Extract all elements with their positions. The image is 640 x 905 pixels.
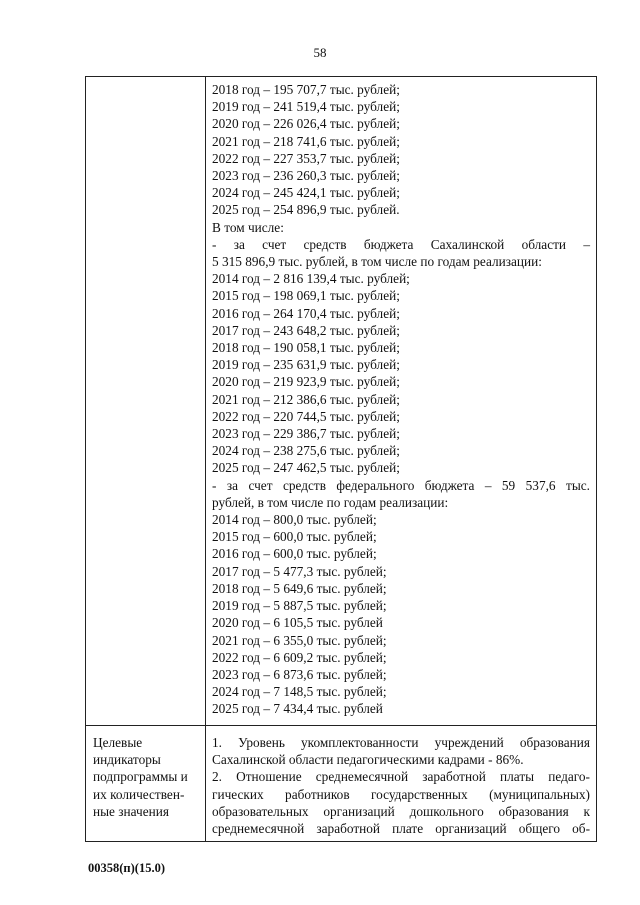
text-line: 2014 год – 2 816 139,4 тыс. рублей; bbox=[212, 271, 410, 287]
indicators-lines bbox=[206, 726, 596, 837]
text-line: Целевые bbox=[93, 735, 143, 750]
text-line: 5 315 896,9 тыс. рублей, в том числе по годам реализации: bbox=[212, 254, 542, 270]
text-line: индикаторы bbox=[93, 752, 161, 768]
text-line: 2019 год – 5 887,5 тыс. рублей; bbox=[212, 598, 387, 614]
text-line: 2018 год – 190 058,1 тыс. рублей; bbox=[212, 340, 400, 356]
text-line: 2023 год – 229 386,7 тыс. рублей; bbox=[212, 426, 400, 442]
text-line: 2021 год – 6 355,0 тыс. рублей; bbox=[212, 632, 387, 648]
text-line: Сахалинской области педагогическими кадрами - 86%. bbox=[212, 752, 524, 768]
text-line: 2024 год – 238 275,6 тыс. рублей; bbox=[212, 443, 400, 459]
text-line: 1. Уровень укомплектованности учреждений образования bbox=[212, 735, 590, 750]
text-line: рублей, в том числе по годам реализации: bbox=[212, 494, 449, 510]
text-line: образовательных организаций дошкольного образования к bbox=[212, 803, 590, 819]
text-line: 2025 год – 254 896,9 тыс. рублей. bbox=[212, 202, 400, 218]
text-line: 2024 год – 7 148,5 тыс. рублей; bbox=[212, 684, 387, 700]
table-row-financing bbox=[86, 77, 596, 726]
text-line: 2021 год – 218 741,6 тыс. рублей; bbox=[212, 133, 400, 149]
text-line: 2020 год – 226 026,4 тыс. рублей; bbox=[212, 116, 400, 132]
text-line: 2020 год – 6 105,5 тыс. рублей bbox=[212, 615, 383, 631]
financing-lines bbox=[206, 77, 596, 718]
row-label-cell bbox=[86, 77, 206, 725]
text-line: ные значения bbox=[93, 803, 169, 819]
text-line: 2021 год – 212 386,6 тыс. рублей; bbox=[212, 391, 400, 407]
text-line: - за счет средств федерального бюджета – 59 537,6 тыс. bbox=[212, 477, 590, 493]
text-line: 2022 год – 6 609,2 тыс. рублей; bbox=[212, 649, 387, 665]
text-line: 2016 год – 600,0 тыс. рублей; bbox=[212, 546, 377, 562]
text-line: 2018 год – 195 707,7 тыс. рублей; bbox=[212, 82, 400, 97]
text-line: гических работников государственных (муниципальных) bbox=[212, 786, 590, 802]
text-line: - за счет средств бюджета Сахалинской области – bbox=[212, 236, 590, 252]
text-line: 2015 год – 198 069,1 тыс. рублей; bbox=[212, 288, 400, 304]
text-line: их количествен- bbox=[93, 786, 185, 802]
document-code: 00358(п)(15.0) bbox=[88, 861, 165, 875]
text-line: 2015 год – 600,0 тыс. рублей; bbox=[212, 529, 377, 545]
text-line: 2020 год – 219 923,9 тыс. рублей; bbox=[212, 374, 400, 390]
subprogram-passport-table bbox=[85, 76, 597, 842]
indicators-cell bbox=[206, 726, 596, 841]
text-line: 2025 год – 247 462,5 тыс. рублей; bbox=[212, 460, 400, 476]
text-line: 2019 год – 241 519,4 тыс. рублей; bbox=[212, 99, 400, 115]
text-line: 2024 год – 245 424,1 тыс. рублей; bbox=[212, 185, 400, 201]
text-line: подпрограммы и bbox=[93, 769, 188, 785]
text-line: 2023 год – 236 260,3 тыс. рублей; bbox=[212, 168, 400, 184]
row-label-cell bbox=[86, 726, 206, 841]
text-line: 2025 год – 7 434,4 тыс. рублей bbox=[212, 701, 383, 717]
text-line: 2017 год – 5 477,3 тыс. рублей; bbox=[212, 563, 387, 579]
page-number: 58 bbox=[313, 45, 327, 60]
text-line: 2018 год – 5 649,6 тыс. рублей; bbox=[212, 580, 387, 596]
text-line: 2022 год – 220 744,5 тыс. рублей; bbox=[212, 408, 400, 424]
text-line: 2022 год – 227 353,7 тыс. рублей; bbox=[212, 150, 400, 166]
indicators-label bbox=[86, 726, 205, 820]
text-line: В том числе: bbox=[212, 219, 284, 235]
text-line: 2023 год – 6 873,6 тыс. рублей; bbox=[212, 666, 387, 682]
financing-cell bbox=[206, 77, 596, 725]
text-line: 2019 год – 235 631,9 тыс. рублей; bbox=[212, 357, 400, 373]
table-row-indicators bbox=[86, 726, 596, 841]
text-line: 2016 год – 264 170,4 тыс. рублей; bbox=[212, 305, 400, 321]
text-line: 2. Отношение среднемесячной заработной платы педаго- bbox=[212, 769, 590, 785]
text-line: 2017 год – 243 648,2 тыс. рублей; bbox=[212, 322, 400, 338]
text-line: среднемесячной заработной плате организаций общего об- bbox=[212, 821, 590, 837]
text-line: 2014 год – 800,0 тыс. рублей; bbox=[212, 512, 377, 528]
